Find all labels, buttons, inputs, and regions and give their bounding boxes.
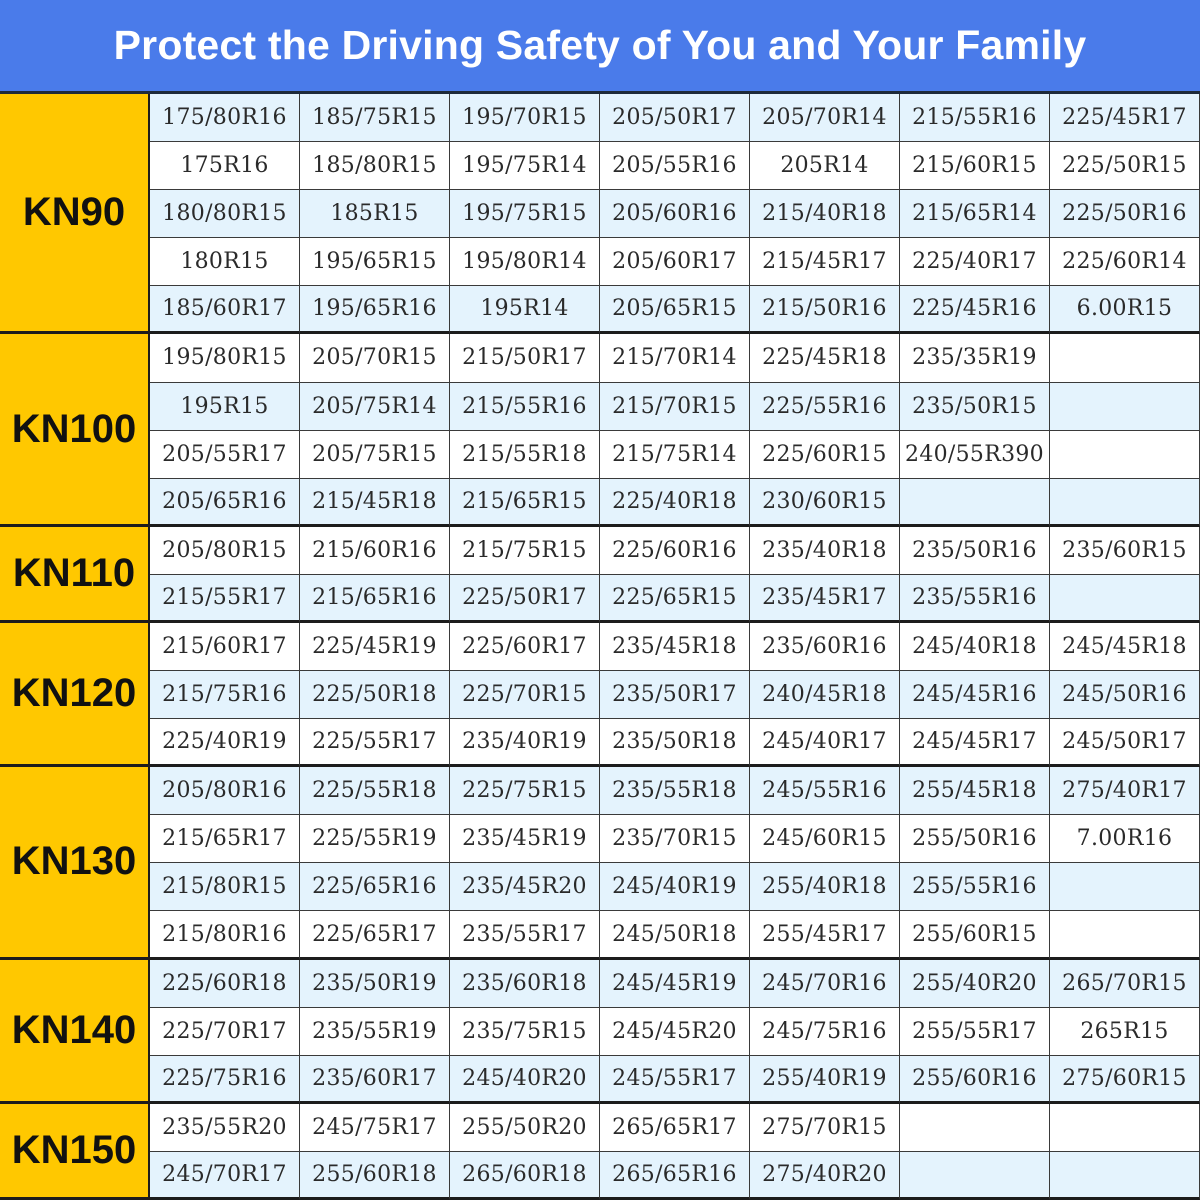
tire-size-cell: 235/75R15	[450, 1008, 600, 1056]
tire-size-cell: 235/50R15	[900, 383, 1050, 431]
tire-size-cell: 205/65R15	[600, 286, 750, 334]
tire-size-cell: 195/80R15	[150, 334, 300, 382]
tire-size-cell	[900, 1152, 1050, 1200]
tire-size-cell: 6.00R15	[1050, 286, 1200, 334]
tire-size-cell: 195/70R15	[450, 94, 600, 142]
tire-size-cell: 225/50R18	[300, 671, 450, 719]
tire-size-cell: 180R15	[150, 238, 300, 286]
tire-size-cell: 215/55R16	[450, 383, 600, 431]
tire-size-cell: 255/60R15	[900, 911, 1050, 959]
tire-size-cell: 205/75R15	[300, 431, 450, 479]
tire-size-cell: 255/55R17	[900, 1008, 1050, 1056]
tire-size-cell: 245/50R18	[600, 911, 750, 959]
tire-size-cell: 255/40R18	[750, 863, 900, 911]
tire-size-cell: 235/50R16	[900, 527, 1050, 575]
tire-size-cell: 240/55R390	[900, 431, 1050, 479]
tire-size-cell: 275/70R15	[750, 1104, 900, 1152]
tire-size-cell: 205/60R17	[600, 238, 750, 286]
tire-size-cell: 215/75R16	[150, 671, 300, 719]
tire-size-cell: 235/40R19	[450, 719, 600, 767]
tire-size-cell: 235/60R16	[750, 623, 900, 671]
tire-size-cell: 225/45R19	[300, 623, 450, 671]
tire-size-cell: 275/60R15	[1050, 1056, 1200, 1104]
model-label: KN130	[0, 767, 150, 959]
tire-size-cell: 7.00R16	[1050, 815, 1200, 863]
tire-size-cell: 215/60R16	[300, 527, 450, 575]
tire-size-cell	[1050, 383, 1200, 431]
tire-size-cell: 225/40R19	[150, 719, 300, 767]
tire-size-cell: 235/70R15	[600, 815, 750, 863]
tire-size-cell: 245/45R19	[600, 960, 750, 1008]
tire-size-cell: 255/60R18	[300, 1152, 450, 1200]
tire-size-cell: 205/70R14	[750, 94, 900, 142]
tire-size-cell: 205/65R16	[150, 479, 300, 527]
tire-size-cell: 185R15	[300, 190, 450, 238]
model-label: KN150	[0, 1104, 150, 1200]
tire-size-cell: 235/50R19	[300, 960, 450, 1008]
tire-size-cell: 255/50R20	[450, 1104, 600, 1152]
tire-size-cell: 255/60R16	[900, 1056, 1050, 1104]
tire-size-cell: 255/40R19	[750, 1056, 900, 1104]
tire-size-cell: 175/80R16	[150, 94, 300, 142]
tire-size-cell: 215/50R16	[750, 286, 900, 334]
tire-size-cell: 215/55R18	[450, 431, 600, 479]
tire-size-cell: 205/55R17	[150, 431, 300, 479]
tire-size-cell: 225/75R16	[150, 1056, 300, 1104]
tire-size-cell: 225/55R19	[300, 815, 450, 863]
tire-size-cell: 255/55R16	[900, 863, 1050, 911]
tire-size-cell: 195/75R15	[450, 190, 600, 238]
tire-size-cell: 235/60R17	[300, 1056, 450, 1104]
tire-size-cell: 245/50R17	[1050, 719, 1200, 767]
tire-size-cell: 225/70R17	[150, 1008, 300, 1056]
tire-size-cell: 225/45R17	[1050, 94, 1200, 142]
tire-size-cell: 235/45R19	[450, 815, 600, 863]
tire-size-cell: 225/55R16	[750, 383, 900, 431]
model-label: KN140	[0, 960, 150, 1104]
tire-size-cell: 215/40R18	[750, 190, 900, 238]
tire-size-cell	[1050, 863, 1200, 911]
model-label: KN110	[0, 527, 150, 623]
tire-size-cell: 225/55R18	[300, 767, 450, 815]
tire-size-cell: 225/65R17	[300, 911, 450, 959]
tire-size-cell: 275/40R20	[750, 1152, 900, 1200]
tire-size-cell: 205/50R17	[600, 94, 750, 142]
tire-size-cell: 215/55R16	[900, 94, 1050, 142]
tire-size-cell: 255/45R18	[900, 767, 1050, 815]
tire-size-cell: 215/65R14	[900, 190, 1050, 238]
tire-size-cell: 195/80R14	[450, 238, 600, 286]
tire-size-cell: 215/60R17	[150, 623, 300, 671]
tire-size-cell: 215/55R17	[150, 575, 300, 623]
tire-size-cell: 265R15	[1050, 1008, 1200, 1056]
tire-size-cell: 205/80R15	[150, 527, 300, 575]
tire-size-cell: 185/60R17	[150, 286, 300, 334]
tire-size-cell: 245/40R18	[900, 623, 1050, 671]
tire-size-cell	[900, 1104, 1050, 1152]
tire-size-cell: 225/50R16	[1050, 190, 1200, 238]
tire-size-cell: 235/35R19	[900, 334, 1050, 382]
tire-size-cell: 235/55R18	[600, 767, 750, 815]
tire-size-cell: 235/50R17	[600, 671, 750, 719]
tire-size-cell: 215/50R17	[450, 334, 600, 382]
tire-size-cell: 255/45R17	[750, 911, 900, 959]
tire-size-cell: 225/70R15	[450, 671, 600, 719]
tire-size-cell: 225/65R16	[300, 863, 450, 911]
tire-size-table	[0, 94, 1200, 1200]
tire-size-cell: 235/50R18	[600, 719, 750, 767]
tire-size-cell	[1050, 431, 1200, 479]
tire-size-cell: 195R14	[450, 286, 600, 334]
tire-size-cell: 245/70R17	[150, 1152, 300, 1200]
tire-size-cell	[1050, 334, 1200, 382]
tire-size-cell: 235/55R16	[900, 575, 1050, 623]
tire-size-cell: 245/40R20	[450, 1056, 600, 1104]
page-title: Protect the Driving Safety of You and Your Family	[113, 22, 1087, 68]
tire-size-cell: 235/40R18	[750, 527, 900, 575]
tire-size-cell: 245/55R17	[600, 1056, 750, 1104]
tire-size-cell: 245/45R20	[600, 1008, 750, 1056]
tire-size-cell: 175R16	[150, 142, 300, 190]
tire-size-cell: 205/75R14	[300, 383, 450, 431]
model-label: KN100	[0, 334, 150, 526]
tire-size-cell: 215/80R16	[150, 911, 300, 959]
tire-size-cell: 235/45R17	[750, 575, 900, 623]
tire-size-cell: 195/65R16	[300, 286, 450, 334]
tire-size-cell: 240/45R18	[750, 671, 900, 719]
tire-size-cell: 225/55R17	[300, 719, 450, 767]
tire-size-cell: 215/45R17	[750, 238, 900, 286]
tire-size-cell: 205/60R16	[600, 190, 750, 238]
tire-size-cell: 245/45R16	[900, 671, 1050, 719]
tire-size-cell: 215/45R18	[300, 479, 450, 527]
model-label: KN120	[0, 623, 150, 767]
tire-size-cell: 225/60R17	[450, 623, 600, 671]
tire-size-cell: 215/70R15	[600, 383, 750, 431]
tire-size-cell: 205R14	[750, 142, 900, 190]
tire-size-cell: 215/75R15	[450, 527, 600, 575]
tire-size-cell: 225/50R15	[1050, 142, 1200, 190]
tire-size-cell: 235/45R20	[450, 863, 600, 911]
model-label: KN90	[0, 94, 150, 334]
tire-size-cell: 225/60R14	[1050, 238, 1200, 286]
tire-size-cell: 205/70R15	[300, 334, 450, 382]
tire-size-cell: 215/70R14	[600, 334, 750, 382]
tire-size-cell: 195/75R14	[450, 142, 600, 190]
tire-size-cell: 245/70R16	[750, 960, 900, 1008]
tire-size-cell: 225/60R18	[150, 960, 300, 1008]
tire-size-cell: 225/60R15	[750, 431, 900, 479]
tire-size-cell: 255/40R20	[900, 960, 1050, 1008]
tire-size-cell: 185/75R15	[300, 94, 450, 142]
tire-size-cell: 215/65R17	[150, 815, 300, 863]
tire-size-cell: 235/55R17	[450, 911, 600, 959]
tire-size-cell: 265/65R17	[600, 1104, 750, 1152]
tire-size-cell: 215/75R14	[600, 431, 750, 479]
tire-size-cell: 225/40R17	[900, 238, 1050, 286]
tire-size-cell: 230/60R15	[750, 479, 900, 527]
tire-size-cell: 245/40R17	[750, 719, 900, 767]
tire-size-cell: 245/50R16	[1050, 671, 1200, 719]
tire-size-cell: 235/45R18	[600, 623, 750, 671]
tire-size-cell: 265/60R18	[450, 1152, 600, 1200]
tire-size-cell	[1050, 911, 1200, 959]
tire-size-cell	[1050, 1152, 1200, 1200]
tire-size-cell: 275/40R17	[1050, 767, 1200, 815]
tire-size-cell: 185/80R15	[300, 142, 450, 190]
title-banner	[0, 0, 1200, 94]
tire-size-cell: 205/55R16	[600, 142, 750, 190]
tire-size-cell	[1050, 1104, 1200, 1152]
tire-size-cell: 225/75R15	[450, 767, 600, 815]
tire-size-cell: 265/70R15	[1050, 960, 1200, 1008]
tire-size-cell: 245/75R16	[750, 1008, 900, 1056]
tire-size-cell	[900, 479, 1050, 527]
tire-size-cell: 215/65R16	[300, 575, 450, 623]
tire-size-cell: 255/50R16	[900, 815, 1050, 863]
tire-size-cell: 245/45R18	[1050, 623, 1200, 671]
tire-size-cell: 225/60R16	[600, 527, 750, 575]
tire-size-cell: 235/60R18	[450, 960, 600, 1008]
tire-size-cell: 235/55R19	[300, 1008, 450, 1056]
tire-size-cell: 245/40R19	[600, 863, 750, 911]
tire-size-cell: 215/60R15	[900, 142, 1050, 190]
tire-size-cell: 245/55R16	[750, 767, 900, 815]
tire-size-cell	[1050, 479, 1200, 527]
tire-size-cell: 195R15	[150, 383, 300, 431]
tire-size-cell: 225/50R17	[450, 575, 600, 623]
tire-size-cell: 265/65R16	[600, 1152, 750, 1200]
tire-size-cell: 225/45R18	[750, 334, 900, 382]
tire-size-cell: 225/45R16	[900, 286, 1050, 334]
tire-size-cell: 180/80R15	[150, 190, 300, 238]
tire-size-cell: 225/65R15	[600, 575, 750, 623]
tire-size-cell: 215/80R15	[150, 863, 300, 911]
tire-size-cell: 195/65R15	[300, 238, 450, 286]
tire-size-cell: 225/40R18	[600, 479, 750, 527]
tire-size-cell	[1050, 575, 1200, 623]
tire-size-cell: 205/80R16	[150, 767, 300, 815]
tire-size-cell: 245/45R17	[900, 719, 1050, 767]
tire-size-cell: 215/65R15	[450, 479, 600, 527]
tire-size-cell: 235/60R15	[1050, 527, 1200, 575]
tire-size-cell: 245/60R15	[750, 815, 900, 863]
tire-size-cell: 235/55R20	[150, 1104, 300, 1152]
tire-size-cell: 245/75R17	[300, 1104, 450, 1152]
